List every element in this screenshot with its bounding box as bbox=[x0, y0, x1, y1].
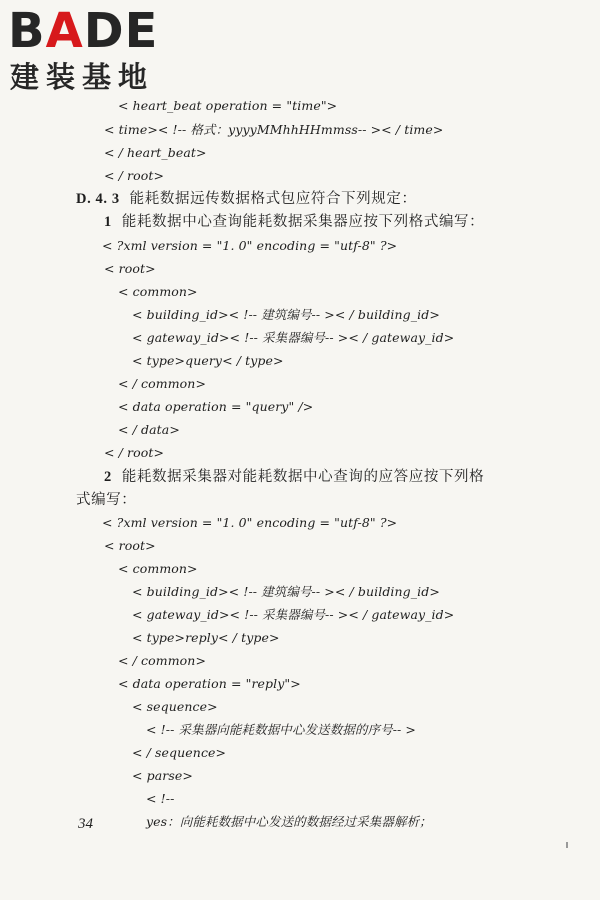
bade-logo bbox=[8, 4, 178, 100]
code-line: < gateway_id>< !-- 采集器编号-- >< / gateway_id> bbox=[132, 330, 455, 345]
list-item-2-continuation: 式编写： bbox=[76, 492, 137, 508]
item-number: 2 bbox=[104, 469, 112, 485]
page-number: 34 bbox=[78, 816, 93, 832]
list-item-2 bbox=[104, 467, 484, 487]
code-line: < !-- 采集器向能耗数据中心发送数据的序号-- > bbox=[146, 722, 416, 737]
code-line: < / root> bbox=[104, 445, 165, 460]
section-number: D. 4. 3 bbox=[76, 191, 120, 207]
code-line: < / common> bbox=[118, 653, 207, 668]
code-line: < heart_beat operation = "time"> bbox=[118, 98, 338, 113]
code-line: < sequence> bbox=[132, 699, 218, 714]
code-line: < common> bbox=[118, 561, 198, 576]
item-text: 能耗数据采集器对能耗数据中心查询的应答应按下列格 bbox=[121, 469, 485, 485]
code-line: < / root> bbox=[104, 168, 165, 183]
code-line: < data operation = "query" /> bbox=[118, 399, 314, 414]
logo-subtitle: 建装基地 bbox=[10, 60, 155, 94]
code-line: < time>< !-- 格式：yyyyMMhhHHmmss-- >< / time> bbox=[104, 122, 444, 137]
code-line: < / data> bbox=[118, 422, 180, 437]
list-item-1 bbox=[104, 212, 484, 232]
item-text: 能耗数据中心查询能耗数据采集器应按下列格式编写： bbox=[121, 214, 485, 230]
code-line: < root> bbox=[104, 261, 156, 276]
code-line: < building_id>< !-- 建筑编号-- >< / building_id> bbox=[132, 307, 440, 322]
section-text: 能耗数据远传数据格式包应符合下列规定： bbox=[129, 191, 417, 207]
code-line: < building_id>< !-- 建筑编号-- >< / building_id> bbox=[132, 584, 440, 599]
item-number: 1 bbox=[104, 214, 112, 230]
logo-wordmark: BADE bbox=[8, 3, 159, 59]
code-line: < ?xml version = "1. 0" encoding = "utf-8" ?> bbox=[102, 238, 398, 253]
code-line: < data operation = "reply"> bbox=[118, 676, 301, 691]
code-line: < type>query< / type> bbox=[132, 353, 284, 368]
section-heading bbox=[76, 189, 417, 209]
code-line: < common> bbox=[118, 284, 198, 299]
scan-mark bbox=[566, 842, 568, 848]
code-line: < root> bbox=[104, 538, 156, 553]
code-line: < / sequence> bbox=[132, 745, 227, 760]
code-line: < / heart_beat> bbox=[104, 145, 207, 160]
code-line: < type>reply< / type> bbox=[132, 630, 280, 645]
code-line: < !-- bbox=[146, 791, 175, 806]
code-line: yes：向能耗数据中心发送的数据经过采集器解析； bbox=[146, 814, 432, 829]
code-line: < / common> bbox=[118, 376, 207, 391]
code-line: < parse> bbox=[132, 768, 193, 783]
code-line: < ?xml version = "1. 0" encoding = "utf-8" ?> bbox=[102, 515, 398, 530]
code-line: < gateway_id>< !-- 采集器编号-- >< / gateway_id> bbox=[132, 607, 455, 622]
